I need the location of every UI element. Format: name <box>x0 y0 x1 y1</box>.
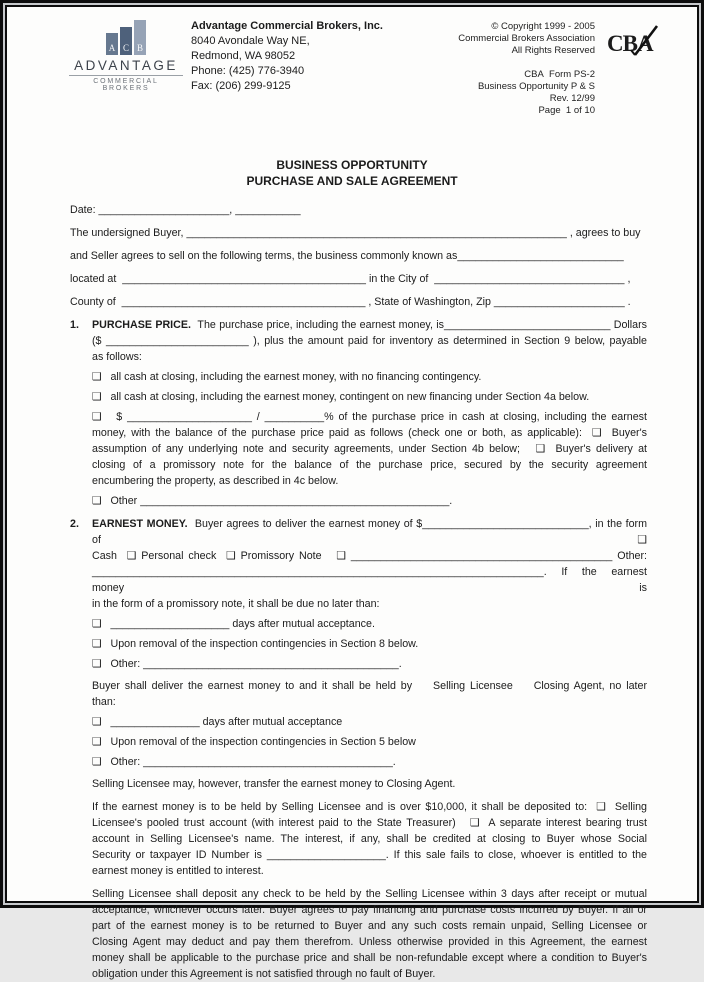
seller-line: and Seller agrees to sell on the following terms, the business commonly known as____________________________ <box>70 250 624 262</box>
section-2-body: earnest money is entitled to interest. <box>92 865 264 877</box>
logo-divider <box>69 75 183 76</box>
cba-logo-text: CBA <box>607 31 653 56</box>
logo-name: ADVANTAGE <box>74 58 178 73</box>
checkbox-option: ❑ $ _____________________ / __________% of the purchase price in cash at closing, including the earnest <box>92 411 647 423</box>
checkbox-option-continued: closing of a promissory note for the balance of the purchase price, secured by the security agreement <box>92 459 647 471</box>
section-2-body: Buyer shall deliver the earnest money to and it shall be held by Selling Licensee Closing Agent, no later <box>92 680 647 692</box>
checkbox-option-continued: assumption of any underlying note and security agreements, under Section 4b below; ❑ Buyer's delivery at <box>92 443 647 455</box>
form-id-line: Business Opportunity P & S <box>477 81 595 92</box>
section-1-heading: 1. PURCHASE PRICE. The purchase price, including the earnest money, is____________________________ Dollars <box>70 319 647 331</box>
form-id-line: Page 1 of 10 <box>538 105 595 116</box>
section-2-body: Licensee's pooled trust account (with interest paid to the State Treasurer) ❑ A separate interest bearing trust <box>92 817 647 829</box>
section-2-body: account in Selling Licensee's name. The interest, if any, shall be credited at closing to Buyer whose Social <box>92 833 647 845</box>
section-2-body: Closing Agent may deduct and pay them therefrom. Unless otherwise provided in this Agreement, the earnest <box>92 936 647 948</box>
checkbox-option-continued: encumbering the property, as described in 4c below. <box>92 475 339 487</box>
document-title <box>7 157 697 189</box>
form-id-line: CBA Form PS-2 <box>524 69 595 80</box>
company-name: Advantage Commercial Brokers, Inc. <box>191 20 383 32</box>
company-address-line: Redmond, WA 98052 <box>191 50 296 62</box>
logo-bars-icon <box>69 19 183 55</box>
section-2-body: than: <box>92 696 116 708</box>
section-title: PURCHASE PRICE. <box>92 319 191 331</box>
buyer-line: The undersigned Buyer, ________________________________________________________________ , agrees to buy <box>70 227 641 239</box>
checkbox-option: ❑ Other: __________________________________________. <box>92 756 396 768</box>
section-number: 2. <box>70 518 79 530</box>
date-line: Date: ______________________, ___________ <box>70 204 301 216</box>
company-logo <box>69 19 183 92</box>
section-2-body: Selling Licensee shall deposit any check to be held by the Selling Licensee within 3 days after receipt or mutual <box>92 888 647 900</box>
checkbox-option: ❑ Other ____________________________________________________. <box>92 495 453 507</box>
logo-letter: A <box>108 43 116 53</box>
section-2-heading: 2. EARNEST MONEY. Buyer agrees to deliver the earnest money of $____________________________, in the form of ❑ <box>70 518 647 546</box>
section-2-body: Cash ❑ Personal check ❑ Promissory Note ❑ ____________________________________________ Other: <box>92 550 647 562</box>
section-2-body: money shall be applicable to the purchase price and shall be non-refundable except where a condition to Buyer's <box>92 952 647 964</box>
company-address <box>191 34 458 94</box>
copyright-lines <box>458 21 595 57</box>
logo-bar-b <box>134 20 146 55</box>
section-1-body: ($ ________________________ ), plus the amount paid for inventory as determined in Section 9 below, payable <box>92 335 647 347</box>
logo-subtitle: COMMERCIAL BROKERS <box>93 78 159 92</box>
checkbox-option: ❑ Other: ___________________________________________. <box>92 658 402 670</box>
checkbox-option: ❑ ____________________ days after mutual acceptance. <box>92 618 375 630</box>
page-inner-border <box>3 3 701 980</box>
document-header <box>7 7 697 117</box>
logo-bar-a <box>106 33 118 55</box>
county-line: County of _________________________________________ , State of Washington, Zip ______________________ . <box>70 296 631 308</box>
checkbox-option: ❑ _______________ days after mutual acceptance <box>92 716 343 728</box>
logo-letter: B <box>136 43 143 53</box>
section-2-body: ____________________________________________________________________________. If the earnest money is <box>92 566 647 594</box>
form-id-line: Rev. 12/99 <box>549 93 595 104</box>
section-2-body: If the earnest money is to be held by Selling Licensee and is over $10,000, it shall be deposited to: ❑ Selling <box>92 801 647 813</box>
company-address-line: Phone: (425) 776-3940 <box>191 65 305 77</box>
copyright-block <box>458 21 595 117</box>
checkbox-option: ❑ Upon removal of the inspection contingencies in Section 5 below <box>92 736 416 748</box>
company-address-line: Fax: (206) 299-9125 <box>191 80 291 92</box>
document-body <box>70 202 647 982</box>
company-info <box>191 19 458 94</box>
section-2-body: part of the earnest money is to be returned to Buyer and any such costs remain unpaid, Selling Licensee or <box>92 920 647 932</box>
document-page <box>5 5 699 980</box>
section-1-body: as follows: <box>92 351 142 363</box>
section-2-body: Selling Licensee may, however, transfer the earnest money to Closing Agent. <box>92 778 456 790</box>
checkbox-option-continued: money, with the balance of the purchase price paid as follows (check one or both, as applicable): ❑ Buyer's <box>92 427 647 439</box>
section-title: EARNEST MONEY. <box>92 518 188 530</box>
cba-checkmark-icon <box>605 23 661 63</box>
document-title-line2: PURCHASE AND SALE AGREEMENT <box>246 174 458 188</box>
copyright-line: Commercial Brokers Association <box>458 33 595 44</box>
section-number: 1. <box>70 319 79 331</box>
checkbox-option: ❑ all cash at closing, including the earnest money, with no financing contingency. <box>92 371 482 383</box>
logo-letter: C <box>122 43 129 53</box>
located-line: located at _________________________________________ in the City of ________________________________ , <box>70 273 631 285</box>
section-2-body: Security or taxpayer ID Number is ____________________. If this sale fails to close, whoever is entitled to the <box>92 849 647 861</box>
section-2-body: acceptance, whichever occurs later. Buyer agrees to pay financing and purchase costs incurred by Buyer. If all or <box>92 904 647 916</box>
copyright-line: All Rights Reserved <box>511 45 595 56</box>
checkbox-option: ❑ Upon removal of the inspection contingencies in Section 8 below. <box>92 638 419 650</box>
form-id-block <box>458 69 595 117</box>
section-2-body: in the form of a promissory note, it shall be due no later than: <box>92 598 380 610</box>
cba-logo <box>605 23 661 63</box>
checkbox-option: ❑ all cash at closing, including the earnest money, contingent on new financing under Section 4a below. <box>92 391 590 403</box>
copyright-line: © Copyright 1999 - 2005 <box>491 21 595 32</box>
document-title-line1: BUSINESS OPPORTUNITY <box>276 158 428 172</box>
company-address-line: 8040 Avondale Way NE, <box>191 35 310 47</box>
section-2-body: obligation under this Agreement is not satisfied through no fault of Buyer. <box>92 968 436 980</box>
logo-bar-c <box>120 27 132 55</box>
